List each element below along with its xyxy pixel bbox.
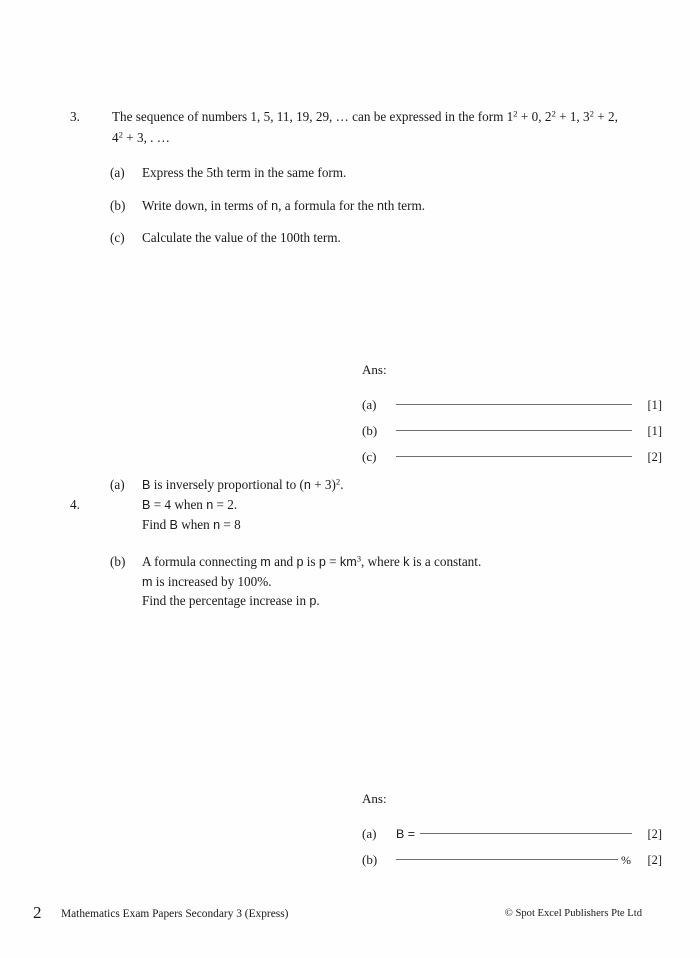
part-text-4b: A formula connecting m and p is $p = km^3$, where k is a constant. m is increased by 100%. Find the percentage increase in p. xyxy=(142,553,482,609)
answer-rule-4a[interactable] xyxy=(420,832,632,834)
part-label-4a: (a) xyxy=(110,477,125,492)
answer-row-3a xyxy=(362,392,662,418)
question-3-number: 3. xyxy=(70,109,80,124)
part-text-a: Express the 5th term in the same form. xyxy=(142,164,347,180)
answer-row-3b xyxy=(362,418,662,444)
answer-tag-c: (c) xyxy=(362,449,377,464)
part-text-b: Write down, in terms of n, a formula for the nth term. xyxy=(142,197,426,213)
question-3-part-c xyxy=(0,228,700,248)
part-label-b: (b) xyxy=(110,197,126,213)
question-3-parts xyxy=(0,163,700,248)
answer-label-4: Ans: xyxy=(362,791,387,806)
answer-row-4b xyxy=(362,847,662,873)
question-3-stem-row xyxy=(0,107,700,149)
answer-tag-a: (a) xyxy=(362,397,377,412)
answer-rule-3c[interactable] xyxy=(396,455,632,457)
question-3-part-a xyxy=(0,163,700,183)
part-text-c: Calculate the value of the 100th term. xyxy=(142,230,341,246)
marks-3b: [1] xyxy=(647,423,662,438)
answer-rule-3a[interactable] xyxy=(396,403,632,405)
question-4 xyxy=(0,476,700,624)
page-footer xyxy=(0,903,700,928)
answer-tag-4b: (b) xyxy=(362,852,378,867)
question-3 xyxy=(0,107,700,261)
footer-title: Mathematics Exam Papers Secondary 3 (Express) xyxy=(61,908,289,920)
question-4-number: 4. xyxy=(70,497,80,512)
question-3-answer-block xyxy=(362,362,662,470)
answer-suffix-4b: % xyxy=(621,852,631,867)
part-text-4a: B is inversely proportional to $(n + 3)^2$. B = 4 when n = 2. Find B when n = 8 xyxy=(142,476,344,532)
question-4-parts xyxy=(0,475,700,611)
part-label-c: (c) xyxy=(110,230,125,246)
answer-tag-b: (b) xyxy=(362,423,378,438)
footer-page-number: 2 xyxy=(33,903,42,922)
marks-3c: [2] xyxy=(647,449,662,464)
question-4-answer-block xyxy=(362,791,662,873)
question-3-part-b xyxy=(0,196,700,216)
answer-row-4a xyxy=(362,821,662,847)
marks-4b: [2] xyxy=(647,852,662,867)
question-4-part-b xyxy=(0,552,700,612)
answer-rule-4b[interactable] xyxy=(396,858,618,860)
question-4-part-a xyxy=(0,475,700,535)
marks-4a: [2] xyxy=(647,826,662,841)
part-label-4b: (b) xyxy=(110,553,126,569)
marks-3a: [1] xyxy=(647,397,662,412)
answer-row-3c xyxy=(362,444,662,470)
answer-tag-4a: (a) xyxy=(362,826,377,841)
answer-label: Ans: xyxy=(362,362,387,377)
answer-prefix-4a: B = xyxy=(396,827,415,841)
question-3-stem: The sequence of numbers 1, 5, 11, 19, 29, … can be expressed in the form $1^2 + 0$, $2^2 + 1$, $3^2 + 2$, $4^2 + 3$, . … xyxy=(112,108,618,145)
answer-rule-3b[interactable] xyxy=(396,429,632,431)
footer-copyright: © Spot Excel Publishers Pte Ltd xyxy=(504,908,642,919)
part-label-a: (a) xyxy=(110,164,125,180)
